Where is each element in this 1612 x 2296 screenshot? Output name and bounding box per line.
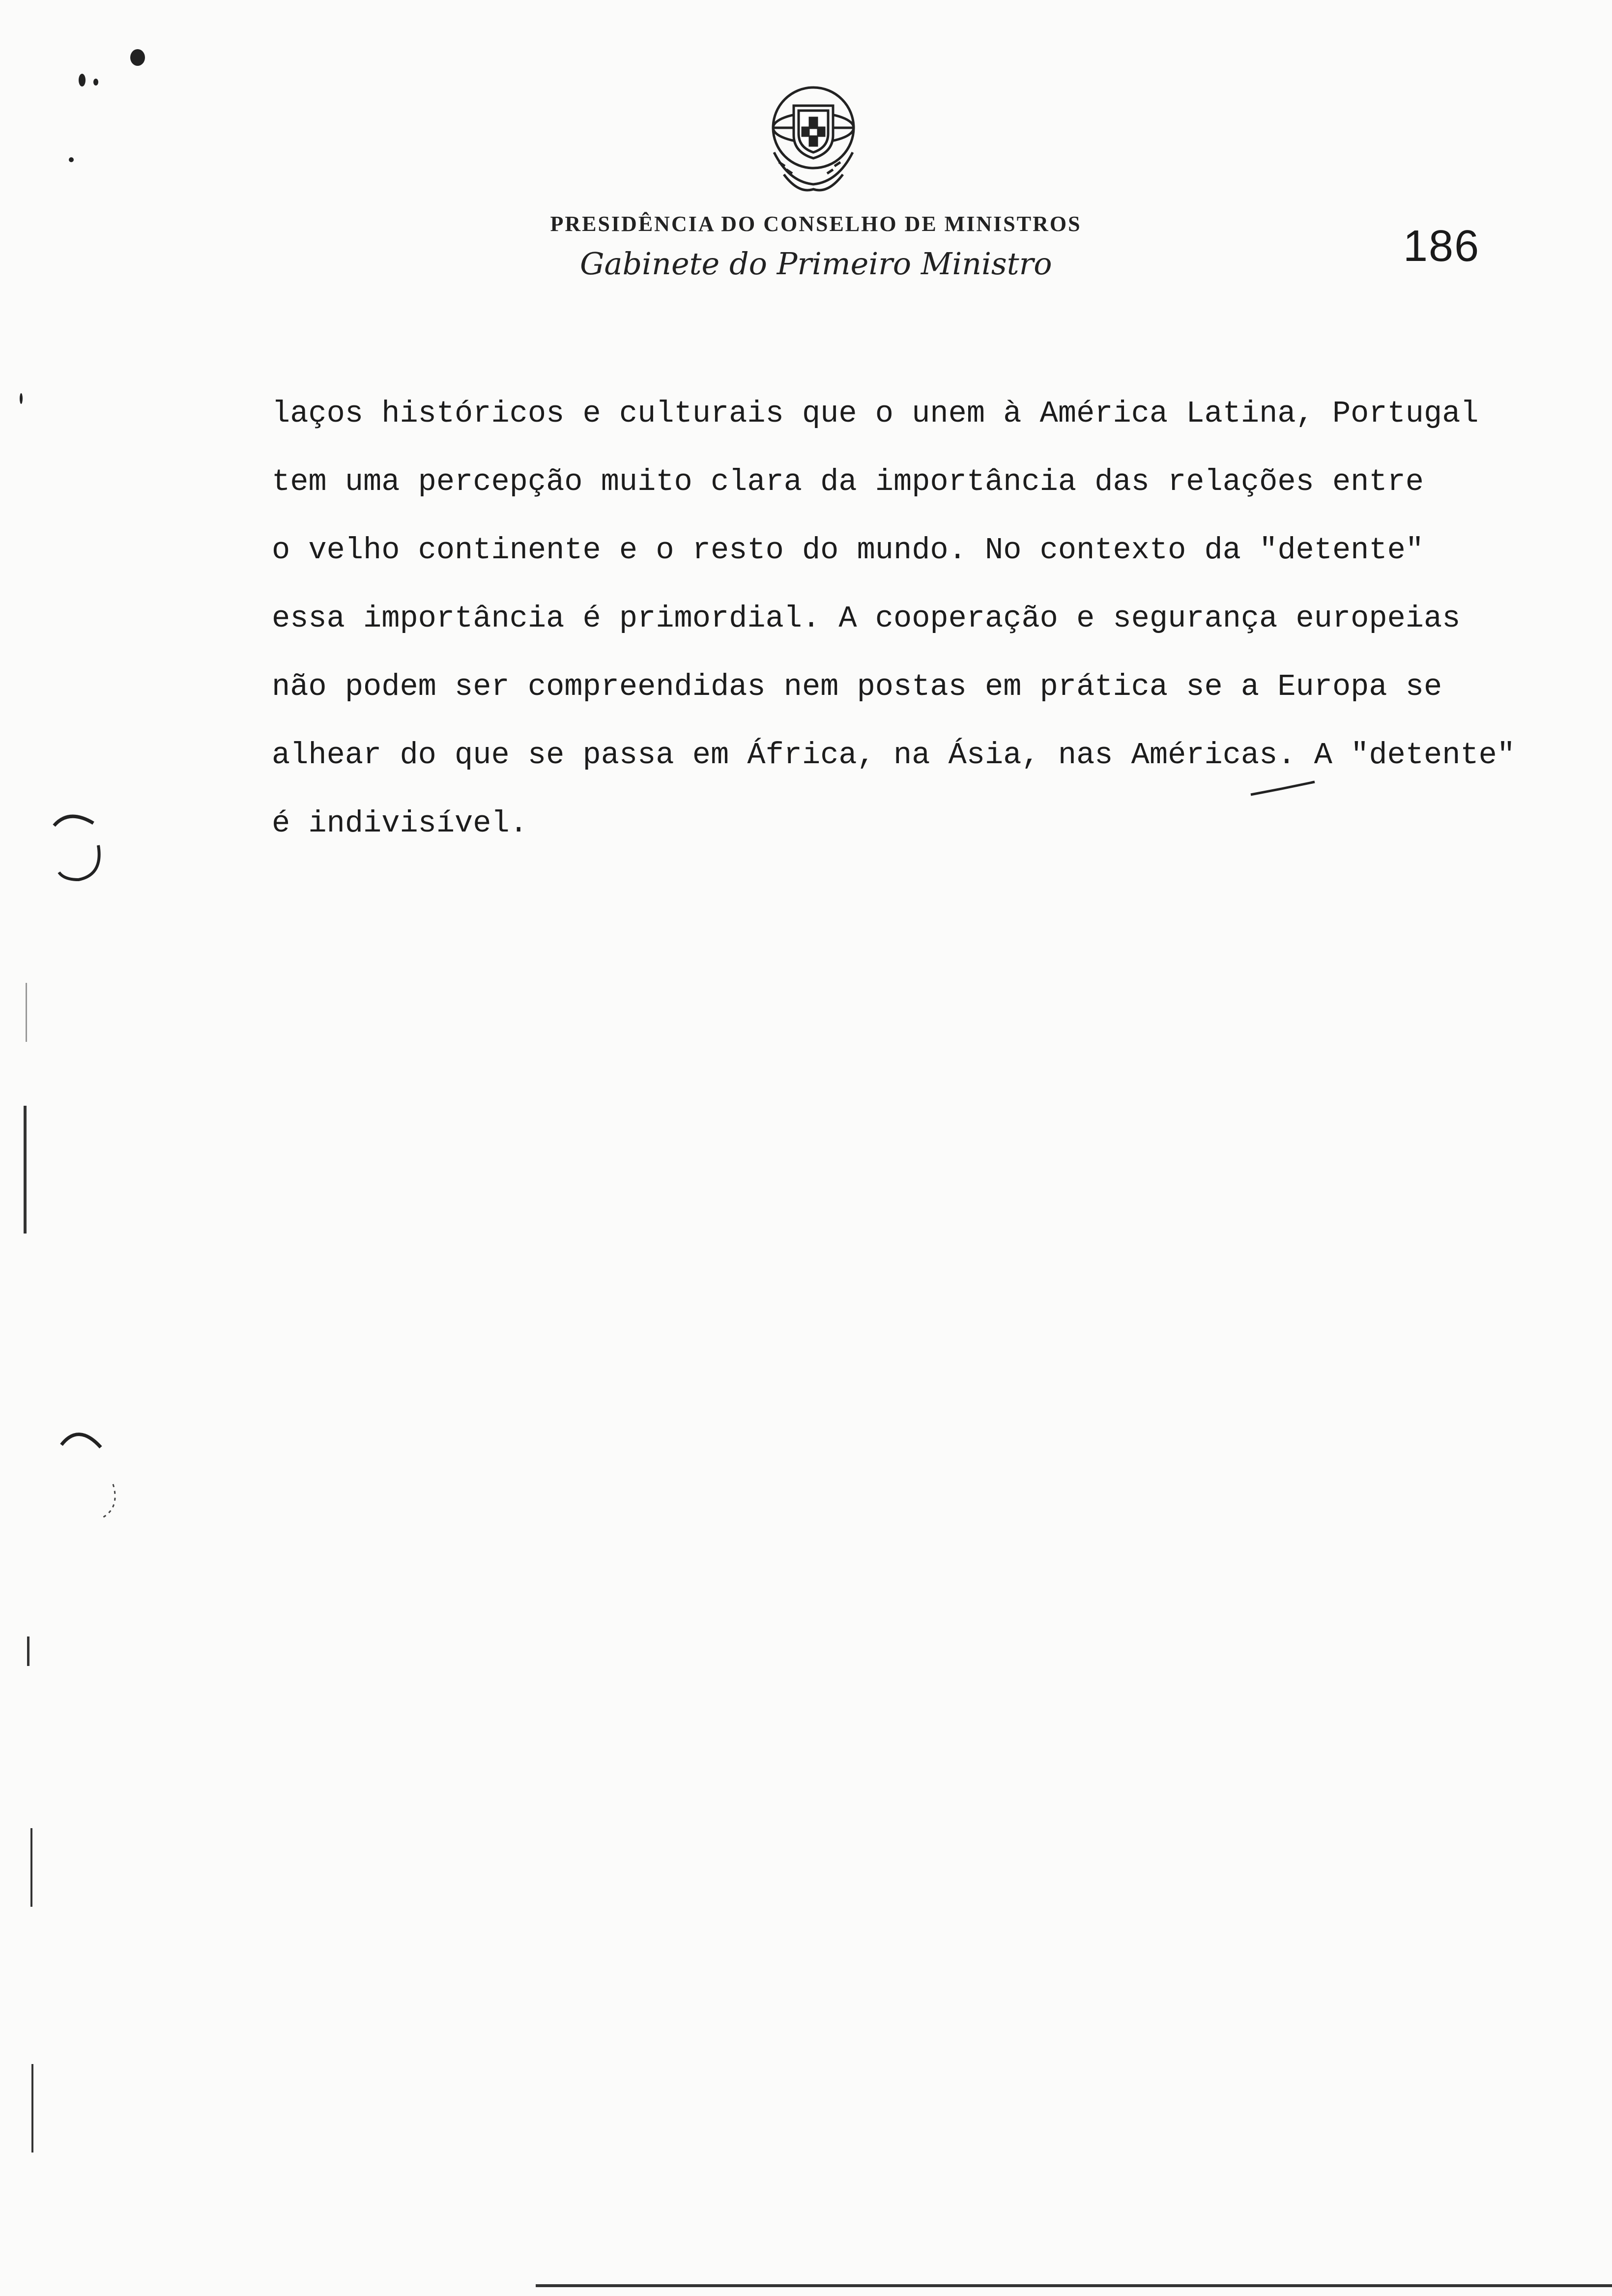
- ink-speck: [69, 157, 74, 162]
- ink-speck: [20, 393, 23, 404]
- body-line: é indivisível.: [272, 806, 528, 841]
- punch-hole-mark: [54, 1420, 128, 1533]
- body-line: não podem ser compreendidas nem postas em prática se a Europa se: [272, 669, 1442, 704]
- body-line: tem uma percepção muito clara da importância das relações entre: [272, 464, 1424, 499]
- body-line: o velho continente e o resto do mundo. No contexto da "detente": [272, 533, 1424, 568]
- institution-heading: PRESIDÊNCIA DO CONSELHO DE MINISTROS: [550, 212, 1082, 236]
- body-line: alhear do que se passa em África, na Ásia, nas Américas. A "detente": [272, 738, 1516, 773]
- pen-stroke-mark: [1248, 779, 1317, 799]
- portuguese-coat-of-arms-icon: [759, 79, 867, 197]
- punch-hole-mark: [49, 806, 113, 885]
- binding-edge-mark: [30, 1828, 32, 1907]
- binding-edge-mark: [24, 1106, 27, 1234]
- ink-speck: [79, 74, 86, 86]
- page-number: 186: [1403, 222, 1480, 271]
- body-line: laços históricos e culturais que o unem à América Latina, Portugal: [272, 396, 1479, 431]
- binding-edge-mark: [27, 1636, 29, 1666]
- office-subtitle: Gabinete do Primeiro Ministro: [580, 246, 1052, 282]
- body-paragraph: [272, 389, 1609, 867]
- ink-speck: [130, 49, 145, 66]
- binding-edge-mark: [31, 2064, 33, 2152]
- body-line: essa importância é primordial. A cooperação e segurança europeias: [272, 601, 1461, 636]
- ink-speck: [93, 79, 98, 86]
- bottom-edge-line: [536, 2284, 1612, 2287]
- binding-edge-mark: [26, 983, 27, 1042]
